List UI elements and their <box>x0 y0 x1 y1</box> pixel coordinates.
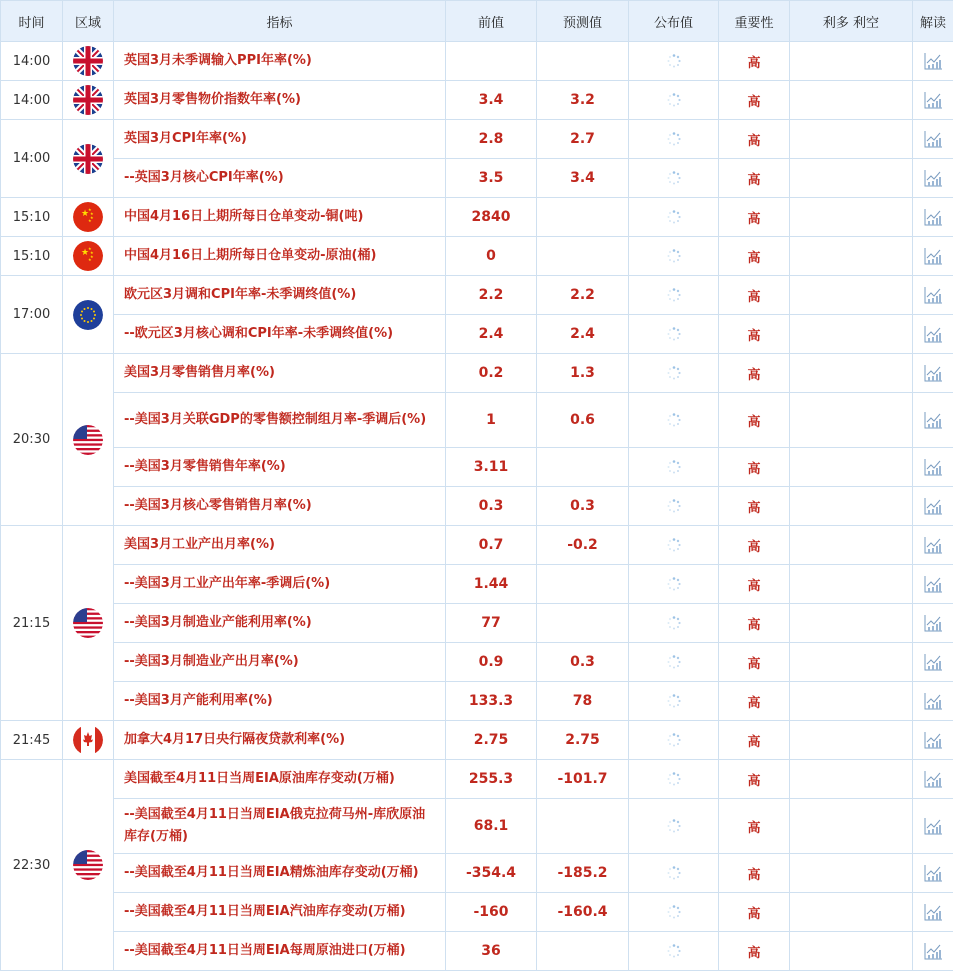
importance-level: 高 <box>719 159 790 198</box>
event-time: 15:10 <box>1 198 63 237</box>
loading-icon <box>667 54 681 68</box>
previous-value: 0.7 <box>446 526 537 565</box>
loading-icon <box>667 733 681 747</box>
loading-icon <box>667 171 681 185</box>
importance-level: 高 <box>719 237 790 276</box>
event-time: 14:00 <box>1 81 63 120</box>
forecast-value: -101.7 <box>537 760 629 799</box>
interpretation-chart-icon[interactable] <box>913 276 953 315</box>
table-row <box>1 42 953 81</box>
loading-icon <box>667 772 681 786</box>
importance-level: 高 <box>719 315 790 354</box>
forecast-value: 0.3 <box>537 643 629 682</box>
forecast-value <box>537 932 629 971</box>
indicator-name[interactable]: --美国3月制造业产能利用率(%) <box>114 604 446 643</box>
impact-cell <box>790 799 913 854</box>
table-row <box>1 354 953 393</box>
loading-icon <box>667 944 681 958</box>
forecast-value <box>537 565 629 604</box>
loading-icon <box>667 616 681 630</box>
table-row <box>1 81 953 120</box>
interpretation-chart-icon[interactable] <box>913 932 953 971</box>
forecast-value: -0.2 <box>537 526 629 565</box>
importance-level: 高 <box>719 120 790 159</box>
loading-icon <box>667 866 681 880</box>
interpretation-chart-icon[interactable] <box>913 393 953 448</box>
previous-value: 0.9 <box>446 643 537 682</box>
header-region: 区域 <box>63 1 114 42</box>
previous-value: 2.4 <box>446 315 537 354</box>
header-importance: 重要性 <box>719 1 790 42</box>
us-flag-icon <box>63 760 114 971</box>
event-time: 20:30 <box>1 354 63 526</box>
header-previous: 前值 <box>446 1 537 42</box>
loading-icon <box>667 288 681 302</box>
loading-icon <box>667 577 681 591</box>
actual-value <box>629 565 719 604</box>
importance-level: 高 <box>719 682 790 721</box>
indicator-name[interactable]: --美国截至4月11日当周EIA每周原油进口(万桶) <box>114 932 446 971</box>
loading-icon <box>667 413 681 427</box>
loading-icon <box>667 93 681 107</box>
table-row <box>1 604 953 643</box>
interpretation-chart-icon[interactable] <box>913 604 953 643</box>
actual-value <box>629 42 719 81</box>
svg-text:★: ★ <box>90 211 94 216</box>
impact-cell <box>790 448 913 487</box>
importance-level: 高 <box>719 760 790 799</box>
interpretation-chart-icon[interactable] <box>913 120 953 159</box>
impact-cell <box>790 643 913 682</box>
header-indicator: 指标 <box>114 1 446 42</box>
table-row <box>1 643 953 682</box>
impact-cell <box>790 198 913 237</box>
us-flag-icon <box>63 526 114 721</box>
svg-text:★: ★ <box>81 209 90 219</box>
previous-value: 2.75 <box>446 721 537 760</box>
indicator-name[interactable]: --美国3月工业产出年率-季调后(%) <box>114 565 446 604</box>
impact-cell <box>790 932 913 971</box>
impact-cell <box>790 760 913 799</box>
impact-cell <box>790 854 913 893</box>
loading-icon <box>667 538 681 552</box>
previous-value: 0.2 <box>446 354 537 393</box>
importance-level: 高 <box>719 198 790 237</box>
interpretation-chart-icon[interactable] <box>913 487 953 526</box>
svg-text:★: ★ <box>88 218 92 223</box>
header-impact: 利多 利空 <box>790 1 913 42</box>
importance-level: 高 <box>719 721 790 760</box>
previous-value: -354.4 <box>446 854 537 893</box>
indicator-name[interactable]: 英国3月未季调输入PPI年率(%) <box>114 42 446 81</box>
table-row <box>1 932 953 971</box>
previous-value: 36 <box>446 932 537 971</box>
svg-text:★: ★ <box>88 246 92 251</box>
forecast-value <box>537 604 629 643</box>
event-time: 21:15 <box>1 526 63 721</box>
previous-value: 68.1 <box>446 799 537 854</box>
table-row <box>1 893 953 932</box>
header-forecast: 预测值 <box>537 1 629 42</box>
importance-level: 高 <box>719 42 790 81</box>
impact-cell <box>790 237 913 276</box>
svg-text:★: ★ <box>90 254 94 259</box>
indicator-name[interactable]: 英国3月CPI年率(%) <box>114 120 446 159</box>
table-row <box>1 159 953 198</box>
impact-cell <box>790 315 913 354</box>
forecast-value: -160.4 <box>537 893 629 932</box>
interpretation-chart-icon[interactable] <box>913 682 953 721</box>
previous-value <box>446 42 537 81</box>
uk-flag-icon <box>63 81 114 120</box>
table-row <box>1 237 953 276</box>
table-row <box>1 526 953 565</box>
us-flag-icon <box>63 354 114 526</box>
svg-text:★: ★ <box>90 215 94 220</box>
importance-level: 高 <box>719 393 790 448</box>
importance-level: 高 <box>719 354 790 393</box>
impact-cell <box>790 159 913 198</box>
actual-value <box>629 854 719 893</box>
importance-level: 高 <box>719 799 790 854</box>
canada-flag-icon <box>63 721 114 760</box>
forecast-value: 78 <box>537 682 629 721</box>
importance-level: 高 <box>719 565 790 604</box>
event-time: 14:00 <box>1 120 63 198</box>
interpretation-chart-icon[interactable] <box>913 893 953 932</box>
previous-value: 3.4 <box>446 81 537 120</box>
interpretation-chart-icon[interactable] <box>913 448 953 487</box>
importance-level: 高 <box>719 448 790 487</box>
china-flag-icon <box>63 198 114 237</box>
actual-value <box>629 393 719 448</box>
importance-level: 高 <box>719 487 790 526</box>
importance-level: 高 <box>719 276 790 315</box>
previous-value: 1.44 <box>446 565 537 604</box>
indicator-name[interactable]: --英国3月核心CPI年率(%) <box>114 159 446 198</box>
actual-value <box>629 159 719 198</box>
header-time: 时间 <box>1 1 63 42</box>
loading-icon <box>667 210 681 224</box>
interpretation-chart-icon[interactable] <box>913 42 953 81</box>
table-row <box>1 393 953 448</box>
forecast-value: 2.75 <box>537 721 629 760</box>
forecast-value: 2.2 <box>537 276 629 315</box>
interpretation-chart-icon[interactable] <box>913 760 953 799</box>
table-row <box>1 315 953 354</box>
table-body <box>1 42 953 971</box>
table-row <box>1 760 953 799</box>
impact-cell <box>790 893 913 932</box>
indicator-name[interactable]: 美国3月零售销售月率(%) <box>114 354 446 393</box>
interpretation-chart-icon[interactable] <box>913 799 953 854</box>
svg-text:★: ★ <box>90 250 94 255</box>
previous-value: -160 <box>446 893 537 932</box>
actual-value <box>629 604 719 643</box>
interpretation-chart-icon[interactable] <box>913 237 953 276</box>
indicator-name[interactable]: --美国3月核心零售销售月率(%) <box>114 487 446 526</box>
actual-value <box>629 448 719 487</box>
loading-icon <box>667 327 681 341</box>
actual-value <box>629 721 719 760</box>
loading-icon <box>667 499 681 513</box>
indicator-name[interactable]: 美国3月工业产出月率(%) <box>114 526 446 565</box>
actual-value <box>629 932 719 971</box>
previous-value: 0 <box>446 237 537 276</box>
interpretation-chart-icon[interactable] <box>913 721 953 760</box>
impact-cell <box>790 604 913 643</box>
uk-flag-icon <box>63 120 114 198</box>
previous-value: 3.11 <box>446 448 537 487</box>
loading-icon <box>667 132 681 146</box>
impact-cell <box>790 682 913 721</box>
table-row <box>1 682 953 721</box>
previous-value: 1 <box>446 393 537 448</box>
previous-value: 77 <box>446 604 537 643</box>
header-interpretation: 解读 <box>913 1 953 42</box>
table-row <box>1 487 953 526</box>
previous-value: 0.3 <box>446 487 537 526</box>
interpretation-chart-icon[interactable] <box>913 565 953 604</box>
impact-cell <box>790 565 913 604</box>
previous-value: 255.3 <box>446 760 537 799</box>
loading-icon <box>667 905 681 919</box>
interpretation-chart-icon[interactable] <box>913 854 953 893</box>
eu-flag-icon <box>63 276 114 354</box>
indicator-name[interactable]: 中国4月16日上期所每日仓单变动-原油(桶) <box>114 237 446 276</box>
actual-value <box>629 682 719 721</box>
actual-value <box>629 487 719 526</box>
previous-value: 2.2 <box>446 276 537 315</box>
importance-level: 高 <box>719 893 790 932</box>
event-time: 22:30 <box>1 760 63 971</box>
previous-value: 2.8 <box>446 120 537 159</box>
loading-icon <box>667 655 681 669</box>
impact-cell <box>790 42 913 81</box>
forecast-value: 0.6 <box>537 393 629 448</box>
event-time: 21:45 <box>1 721 63 760</box>
uk-flag-icon <box>63 42 114 81</box>
forecast-value: -185.2 <box>537 854 629 893</box>
indicator-name[interactable]: --美国3月制造业产出月率(%) <box>114 643 446 682</box>
actual-value <box>629 120 719 159</box>
interpretation-chart-icon[interactable] <box>913 198 953 237</box>
table-row <box>1 120 953 159</box>
forecast-value: 2.7 <box>537 120 629 159</box>
indicator-name[interactable]: --美国截至4月11日当周EIA精炼油库存变动(万桶) <box>114 854 446 893</box>
indicator-name[interactable]: 中国4月16日上期所每日仓单变动-铜(吨) <box>114 198 446 237</box>
actual-value <box>629 893 719 932</box>
previous-value: 3.5 <box>446 159 537 198</box>
table-row <box>1 448 953 487</box>
importance-level: 高 <box>719 643 790 682</box>
loading-icon <box>667 460 681 474</box>
forecast-value: 2.4 <box>537 315 629 354</box>
impact-cell <box>790 526 913 565</box>
indicator-name[interactable]: 加拿大4月17日央行隔夜贷款利率(%) <box>114 721 446 760</box>
china-flag-icon <box>63 237 114 276</box>
table-row <box>1 198 953 237</box>
forecast-value: 1.3 <box>537 354 629 393</box>
table-row <box>1 721 953 760</box>
interpretation-chart-icon[interactable] <box>913 643 953 682</box>
header-actual: 公布值 <box>629 1 719 42</box>
indicator-name[interactable]: 美国截至4月11日当周EIA原油库存变动(万桶) <box>114 760 446 799</box>
table-row <box>1 565 953 604</box>
event-time: 15:10 <box>1 237 63 276</box>
actual-value <box>629 237 719 276</box>
loading-icon <box>667 694 681 708</box>
actual-value <box>629 760 719 799</box>
previous-value: 2840 <box>446 198 537 237</box>
interpretation-chart-icon[interactable] <box>913 526 953 565</box>
loading-icon <box>667 819 681 833</box>
indicator-name[interactable]: 英国3月零售物价指数年率(%) <box>114 81 446 120</box>
importance-level: 高 <box>719 81 790 120</box>
forecast-value <box>537 237 629 276</box>
event-time: 14:00 <box>1 42 63 81</box>
indicator-name[interactable]: --美国3月关联GDP的零售额控制组月率-季调后(%) <box>114 393 446 448</box>
indicator-name[interactable]: 欧元区3月调和CPI年率-未季调终值(%) <box>114 276 446 315</box>
importance-level: 高 <box>719 526 790 565</box>
actual-value <box>629 81 719 120</box>
svg-text:★: ★ <box>81 248 90 258</box>
actual-value <box>629 799 719 854</box>
indicator-name[interactable]: --美国3月产能利用率(%) <box>114 682 446 721</box>
table-row <box>1 799 953 854</box>
actual-value <box>629 354 719 393</box>
interpretation-chart-icon[interactable] <box>913 81 953 120</box>
importance-level: 高 <box>719 854 790 893</box>
indicator-name[interactable]: --欧元区3月核心调和CPI年率-未季调终值(%) <box>114 315 446 354</box>
forecast-value: 3.4 <box>537 159 629 198</box>
loading-icon <box>667 249 681 263</box>
actual-value <box>629 643 719 682</box>
forecast-value: 0.3 <box>537 487 629 526</box>
actual-value <box>629 526 719 565</box>
impact-cell <box>790 393 913 448</box>
forecast-value <box>537 799 629 854</box>
interpretation-chart-icon[interactable] <box>913 159 953 198</box>
importance-level: 高 <box>719 932 790 971</box>
indicator-name[interactable]: --美国截至4月11日当周EIA汽油库存变动(万桶) <box>114 893 446 932</box>
svg-text:★: ★ <box>88 257 92 262</box>
interpretation-chart-icon[interactable] <box>913 354 953 393</box>
actual-value <box>629 276 719 315</box>
table-row <box>1 854 953 893</box>
svg-text:★: ★ <box>88 207 92 212</box>
loading-icon <box>667 366 681 380</box>
forecast-value: 3.2 <box>537 81 629 120</box>
impact-cell <box>790 120 913 159</box>
actual-value <box>629 198 719 237</box>
interpretation-chart-icon[interactable] <box>913 315 953 354</box>
impact-cell <box>790 276 913 315</box>
actual-value <box>629 315 719 354</box>
importance-level: 高 <box>719 604 790 643</box>
indicator-name[interactable]: --美国3月零售销售年率(%) <box>114 448 446 487</box>
forecast-value <box>537 42 629 81</box>
impact-cell <box>790 81 913 120</box>
impact-cell <box>790 354 913 393</box>
table-row <box>1 276 953 315</box>
impact-cell <box>790 721 913 760</box>
forecast-value <box>537 198 629 237</box>
header-row <box>1 1 953 42</box>
indicator-name[interactable]: --美国截至4月11日当周EIA俄克拉荷马州-库欣原油库存(万桶) <box>114 799 446 854</box>
event-time: 17:00 <box>1 276 63 354</box>
previous-value: 133.3 <box>446 682 537 721</box>
forecast-value <box>537 448 629 487</box>
impact-cell <box>790 487 913 526</box>
